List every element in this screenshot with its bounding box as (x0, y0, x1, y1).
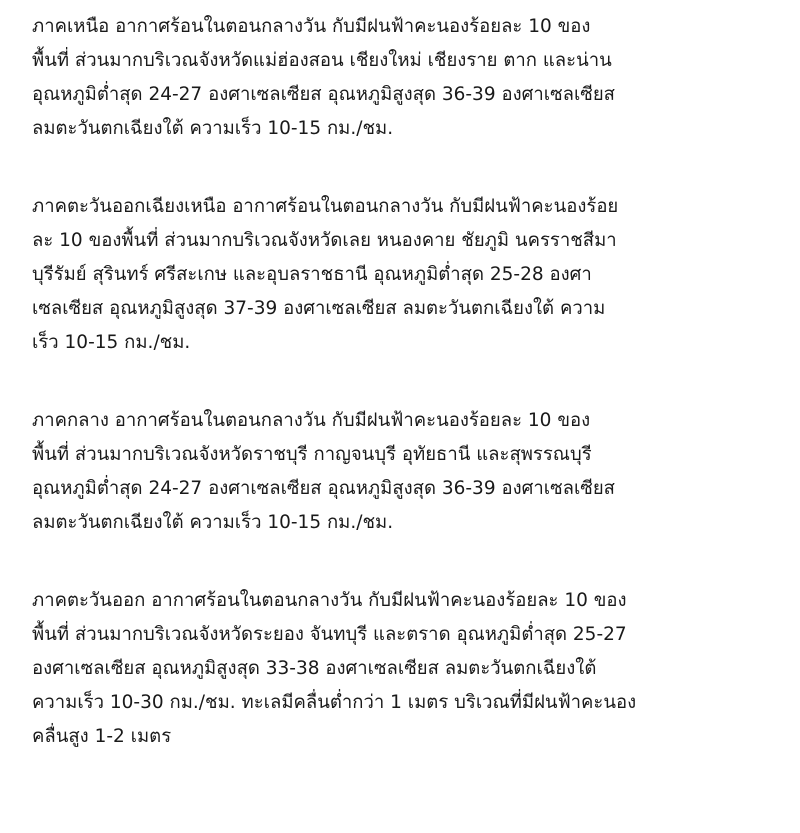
text-line: ลมตะวันตกเฉียงใต้ ความเร็ว 10-15 กม./ชม. (32, 512, 394, 533)
text-line: คลื่นสูง 1-2 เมตร (32, 726, 172, 747)
text-line: ละ 10 ของพื้นที่ ส่วนมากบริเวณจังหวัดเลย หนองคาย ชัยภูมิ นครราชสีมา (32, 230, 617, 251)
text-line: พื้นที่ ส่วนมากบริเวณจังหวัดราชบุรี กาญจนบุรี อุทัยธานี และสุพรรณบุรี (32, 444, 592, 465)
paragraph-northeast (32, 190, 782, 360)
text-line: อุณหภูมิต่ำสุด 24-27 องศาเซลเซียส อุณหภูมิสูงสุด 36-39 องศาเซลเซียส (32, 478, 615, 499)
text-line: บุรีรัมย์ สุรินทร์ ศรีสะเกษ และอุบลราชธานี อุณหภูมิต่ำสุด 25-28 องศา (32, 264, 592, 285)
text-line: อุณหภูมิต่ำสุด 24-27 องศาเซลเซียส อุณหภูมิสูงสุด 36-39 องศาเซลเซียส (32, 84, 615, 105)
text-line: ภาคเหนือ อากาศร้อนในตอนกลางวัน กับมีฝนฟ้าคะนองร้อยละ 10 ของ (32, 16, 591, 37)
text-line: ภาคกลาง อากาศร้อนในตอนกลางวัน กับมีฝนฟ้าคะนองร้อยละ 10 ของ (32, 410, 591, 431)
text-line: พื้นที่ ส่วนมากบริเวณจังหวัดแม่ฮ่องสอน เชียงใหม่ เชียงราย ตาก และน่าน (32, 50, 612, 71)
text-line: พื้นที่ ส่วนมากบริเวณจังหวัดระยอง จันทบุรี และตราด อุณหภูมิต่ำสุด 25-27 (32, 624, 627, 645)
text-line: ความเร็ว 10-30 กม./ชม. ทะเลมีคลื่นต่ำกว่า 1 เมตร บริเวณที่มีฝนฟ้าคะนอง (32, 692, 637, 713)
paragraph-east (32, 584, 782, 754)
weather-forecast-article (32, 10, 782, 798)
text-line: เร็ว 10-15 กม./ชม. (32, 332, 191, 353)
text-line: ภาคตะวันออก อากาศร้อนในตอนกลางวัน กับมีฝนฟ้าคะนองร้อยละ 10 ของ (32, 590, 627, 611)
paragraph-central (32, 404, 782, 540)
text-line: ลมตะวันตกเฉียงใต้ ความเร็ว 10-15 กม./ชม. (32, 118, 394, 139)
text-line: องศาเซลเซียส อุณหภูมิสูงสุด 33-38 องศาเซลเซียส ลมตะวันตกเฉียงใต้ (32, 658, 597, 679)
text-line: เซลเซียส อุณหภูมิสูงสุด 37-39 องศาเซลเซียส ลมตะวันตกเฉียงใต้ ความ (32, 298, 606, 319)
paragraph-north (32, 10, 782, 146)
text-line: ภาคตะวันออกเฉียงเหนือ อากาศร้อนในตอนกลางวัน กับมีฝนฟ้าคะนองร้อย (32, 196, 619, 217)
